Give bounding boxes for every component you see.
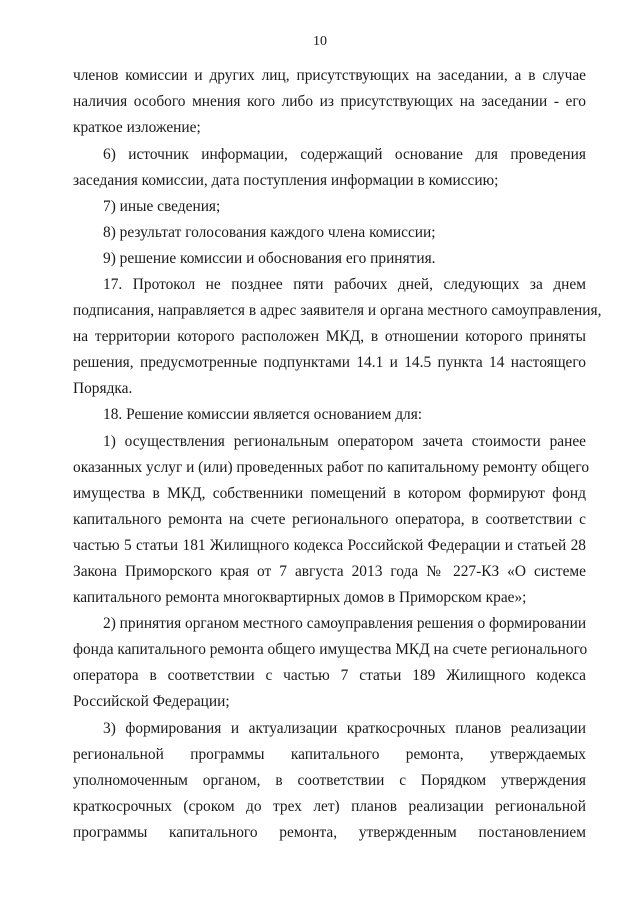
text-line: имущества в МКД, собственники помещений в котором формируют фонд <box>73 485 586 502</box>
text-line: оператора в соответствии с частью 7 статьи 189 Жилищного кодекса <box>73 667 586 684</box>
text-line: капитального ремонта многоквартирных домов в Приморском крае»; <box>73 589 527 606</box>
text-line: уполномоченным органом, в соответствии с Порядком утверждения <box>73 772 586 789</box>
text-line: 9) решение комиссии и обоснования его принятия. <box>103 250 436 267</box>
text-line: 2) принятия органом местного самоуправления решения о формировании <box>103 615 587 632</box>
text-line: фонда капитального ремонта общего имущества МКД на счете регионального <box>73 641 588 658</box>
text-line: членов комиссии и других лиц, присутствующих на заседании, а в случае <box>73 67 586 84</box>
text-line: 8) результат голосования каждого члена комиссии; <box>103 224 436 241</box>
text-line: 1) осуществления региональным оператором зачета стоимости ранее <box>103 433 586 450</box>
text-line: капитального ремонта на счете регионального оператора, в соответствии с <box>73 511 586 528</box>
page-number: 10 <box>313 34 327 49</box>
text-line: оказанных услуг и (или) проведенных работ по капитальному ремонту общего <box>73 459 590 476</box>
text-line: подписания, направляется в адрес заявителя и органа местного самоуправления, <box>73 302 602 319</box>
text-line: Порядка. <box>73 380 133 397</box>
text-line: 18. Решение комиссии является основанием для: <box>103 406 423 423</box>
text-line: 17. Протокол не позднее пяти рабочих дней, следующих за днем <box>103 276 586 293</box>
text-line: 6) источник информации, содержащий основание для проведения <box>103 146 586 163</box>
text-line: краткое изложение; <box>73 119 201 136</box>
text-line: Закона Приморского края от 7 августа 2013 года № 227-КЗ «О системе <box>73 563 586 580</box>
text-line: региональной программы капитального ремонта, утверждаемых <box>73 746 586 763</box>
text-line: заседания комиссии, дата поступления информации в комиссию; <box>73 172 499 189</box>
text-line: частью 5 статьи 181 Жилищного кодекса Российской Федерации и статьей 28 <box>73 537 586 554</box>
text-line: программы капитального ремонта, утвержденным постановлением <box>73 824 586 841</box>
text-line: на территории которого расположен МКД, в отношении которого приняты <box>73 328 586 345</box>
text-line: решения, предусмотренные подпунктами 14.1 и 14.5 пункта 14 настоящего <box>73 354 586 371</box>
text-line: Российской Федерации; <box>73 693 230 710</box>
text-line: наличия особого мнения кого либо из присутствующих на заседании - его <box>73 93 586 110</box>
text-line: 3) формирования и актуализации краткосрочных планов реализации <box>103 720 586 737</box>
text-line: 7) иные сведения; <box>103 198 221 215</box>
text-line: краткосрочных (сроком до трех лет) планов реализации региональной <box>73 798 586 815</box>
